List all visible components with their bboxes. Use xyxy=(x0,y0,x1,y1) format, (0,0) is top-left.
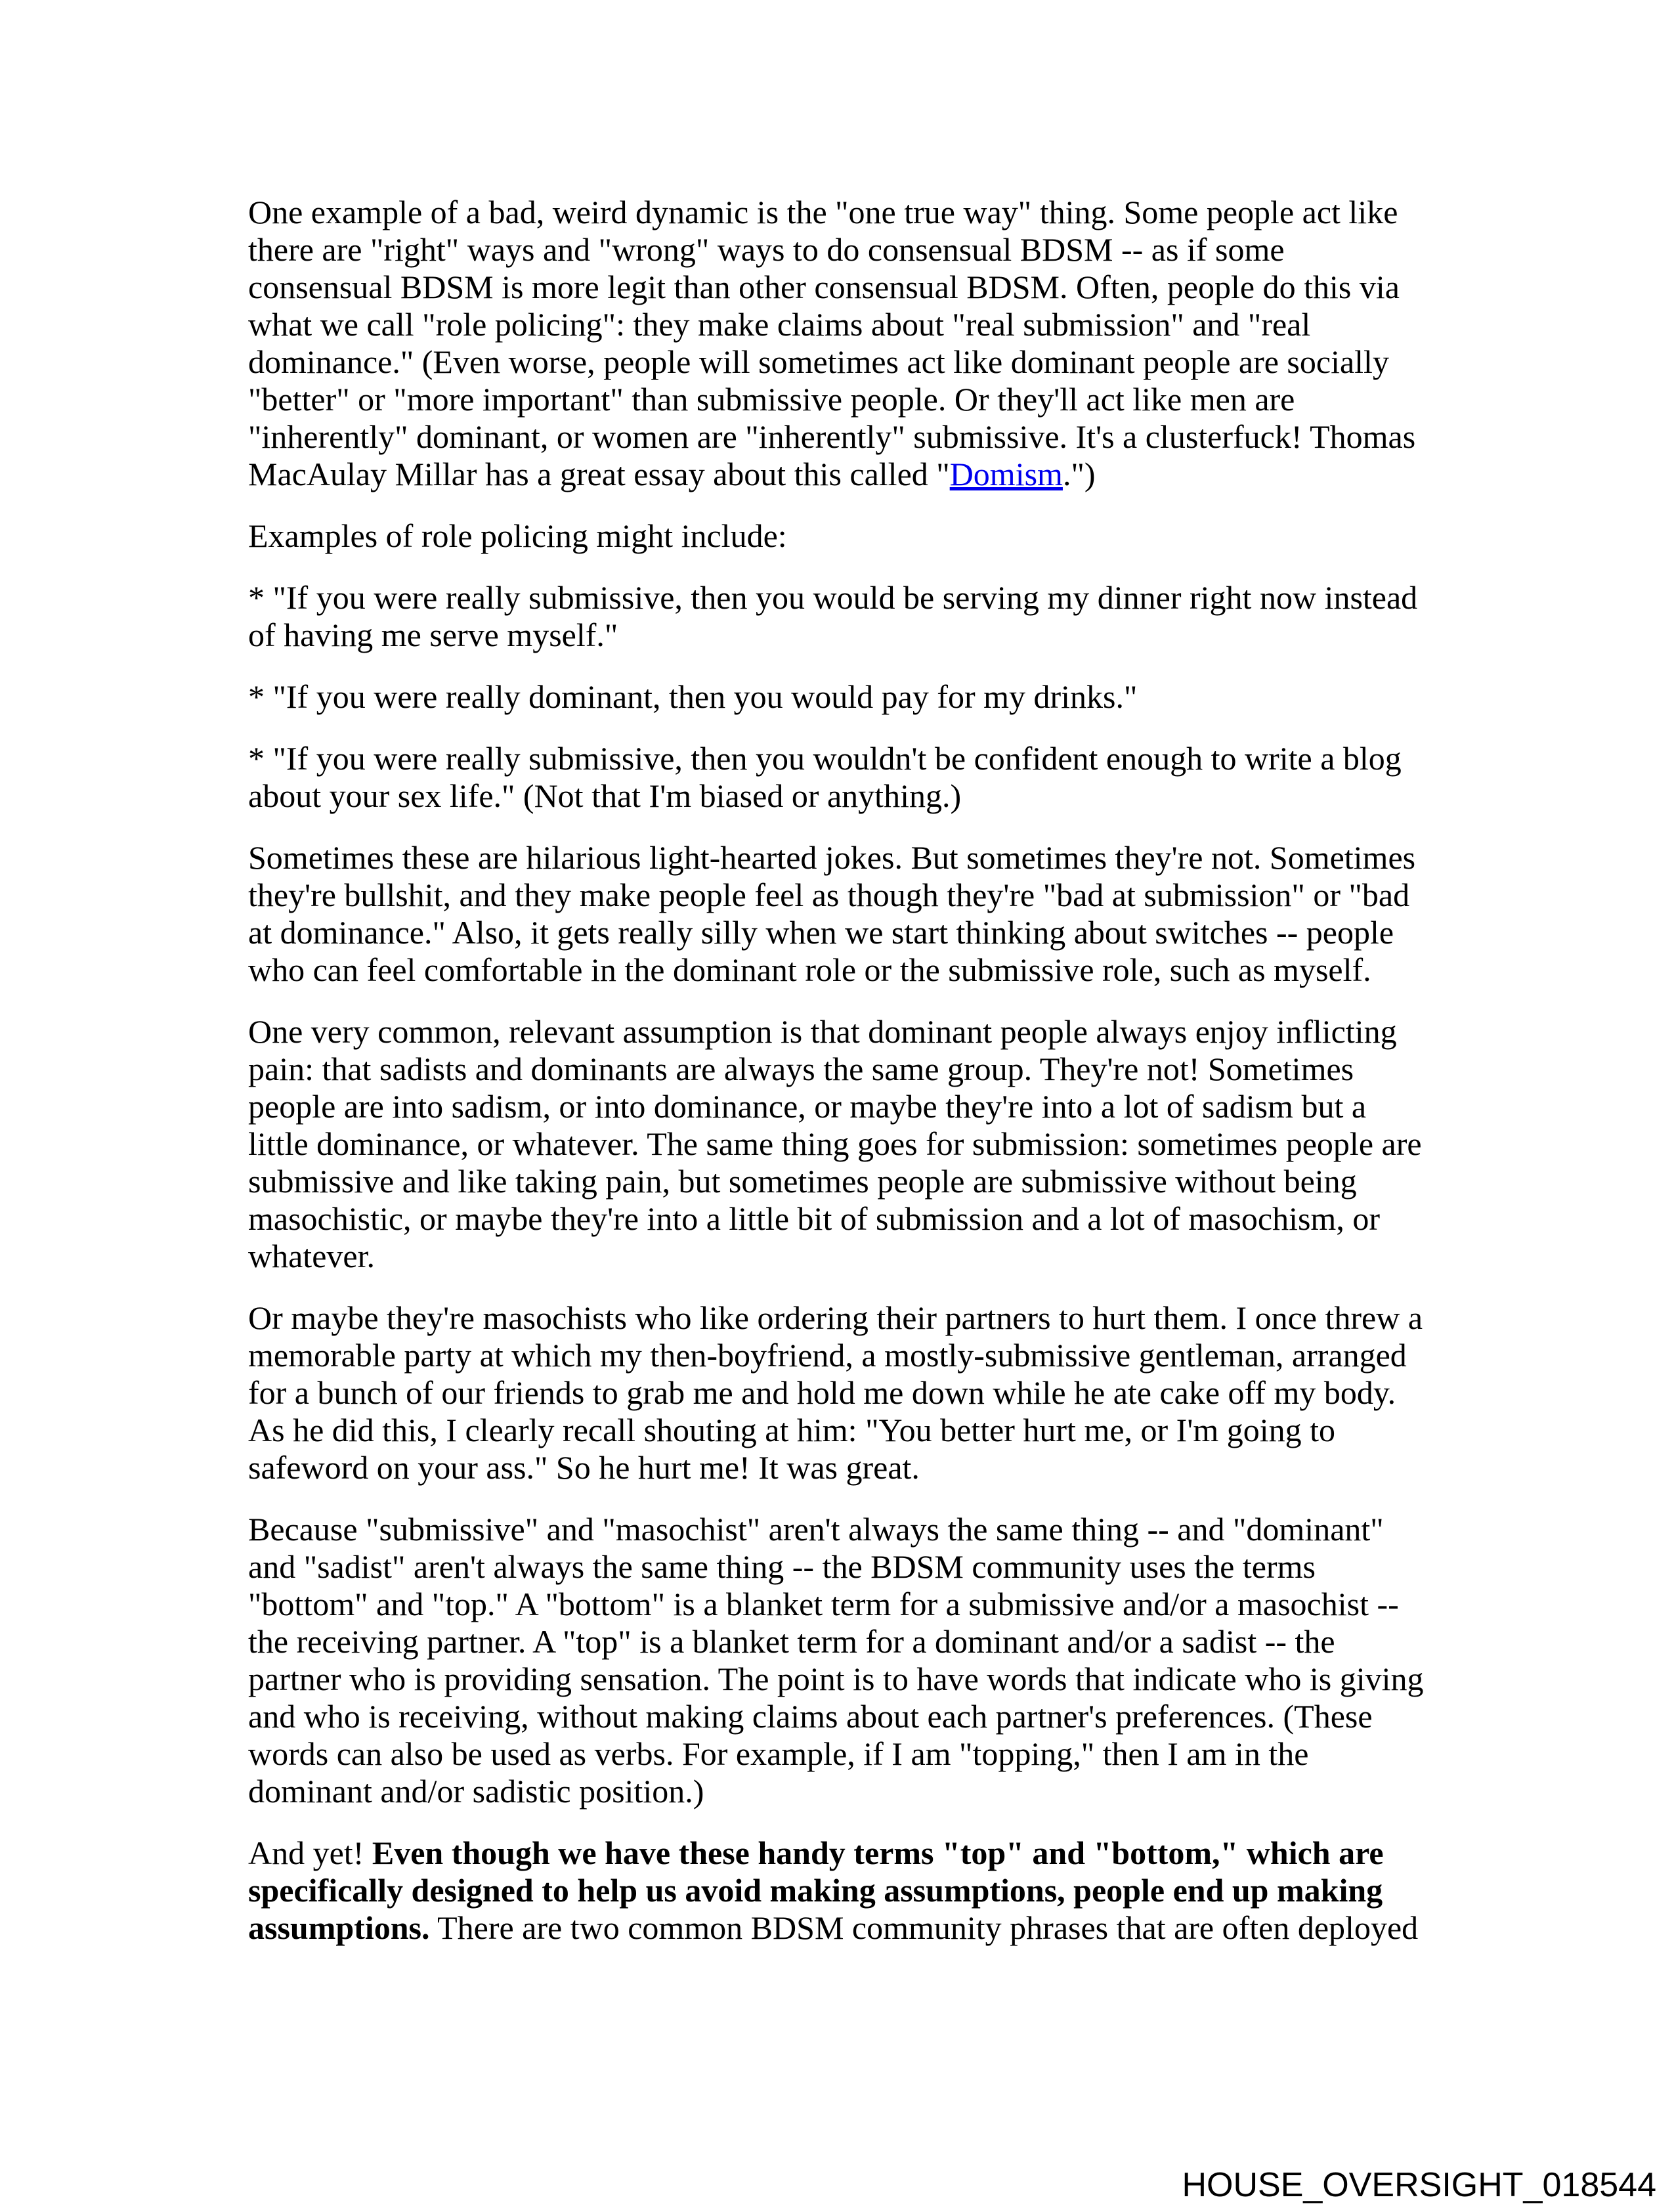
text-run: * "If you were really submissive, then you wouldn't be confident enough to write a blog xyxy=(248,740,1402,777)
text-run: As he did this, I clearly recall shouting at him: "You better hurt me, or I'm going to xyxy=(248,1412,1336,1448)
text-run: * "If you were really dominant, then you would pay for my drinks." xyxy=(248,678,1138,715)
text-run: .") xyxy=(1062,456,1096,492)
text-run: and "sadist" aren't always the same thing -- the BDSM community uses the terms xyxy=(248,1548,1316,1585)
text-run: MacAulay Millar has a great essay about this called " xyxy=(248,456,950,492)
text-run: One example of a bad, weird dynamic is the "one true way" thing. Some people act like xyxy=(248,194,1398,230)
document-body xyxy=(248,194,1430,1971)
text-run: what we call "role policing": they make claims about "real submission" and "real xyxy=(248,306,1311,343)
text-run: they're bullshit, and they make people feel as though they're "bad at submission" or "bad xyxy=(248,877,1410,913)
paragraph-9 xyxy=(248,1511,1430,1810)
text-run: * "If you were really submissive, then you would be serving my dinner right now instead xyxy=(248,579,1418,616)
text-run: Or maybe they're masochists who like ordering their partners to hurt them. I once threw a xyxy=(248,1299,1423,1336)
text-run: little dominance, or whatever. The same thing goes for submission: sometimes people are xyxy=(248,1125,1422,1162)
text-run: submissive and like taking pain, but sometimes people are submissive without being xyxy=(248,1163,1357,1200)
paragraph-2 xyxy=(248,517,1430,555)
paragraph-3 xyxy=(248,579,1430,654)
text-run: dominant and/or sadistic position.) xyxy=(248,1773,704,1810)
text-run: partner who is providing sensation. The point is to have words that indicate who is giving xyxy=(248,1660,1424,1697)
domism-link[interactable]: Domism xyxy=(949,456,1063,492)
text-run: whatever. xyxy=(248,1238,375,1274)
text-run: people are into sadism, or into dominance, or maybe they're into a lot of sadism but a xyxy=(248,1088,1367,1125)
text-run: Because "submissive" and "masochist" aren't always the same thing -- and "dominant" xyxy=(248,1511,1384,1548)
text-run: "inherently" dominant, or women are "inherently" submissive. It's a clusterfuck! Thomas xyxy=(248,418,1416,455)
text-run: Sometimes these are hilarious light-hearted jokes. But sometimes they're not. Sometimes xyxy=(248,839,1416,876)
text-run: masochistic, or maybe they're into a little bit of submission and a lot of masochism, or xyxy=(248,1200,1380,1237)
paragraph-4 xyxy=(248,678,1430,716)
text-run: words can also be used as verbs. For example, if I am "topping," then I am in the xyxy=(248,1735,1309,1772)
bold-text-run: assumptions. xyxy=(248,1909,430,1946)
paragraph-6 xyxy=(248,839,1430,989)
bates-number: HOUSE_OVERSIGHT_018544 xyxy=(1182,2166,1656,2204)
text-run: consensual BDSM is more legit than other consensual BDSM. Often, people do this via xyxy=(248,269,1400,305)
text-run: "bottom" and "top." A "bottom" is a blanket term for a submissive and/or a masochist -- xyxy=(248,1586,1399,1622)
text-run: who can feel comfortable in the dominant role or the submissive role, such as myself. xyxy=(248,951,1371,988)
text-run: memorable party at which my then-boyfriend, a mostly-submissive gentleman, arranged xyxy=(248,1337,1407,1374)
text-run: and who is receiving, without making claims about each partner's preferences. (These xyxy=(248,1698,1373,1735)
text-run: pain: that sadists and dominants are always the same group. They're not! Sometimes xyxy=(248,1051,1354,1087)
text-run: safeword on your ass." So he hurt me! It was great. xyxy=(248,1449,920,1486)
bold-text-run: specifically designed to help us avoid making assumptions, people end up making xyxy=(248,1872,1383,1909)
text-run: And yet! xyxy=(248,1834,372,1871)
text-run: about your sex life." (Not that I'm biased or anything.) xyxy=(248,777,962,814)
text-run: dominance." (Even worse, people will sometimes act like dominant people are socially xyxy=(248,343,1389,380)
text-run: There are two common BDSM community phrases that are often deployed xyxy=(429,1909,1419,1946)
text-run: for a bunch of our friends to grab me and hold me down while he ate cake off my body. xyxy=(248,1374,1396,1411)
text-run: One very common, relevant assumption is that dominant people always enjoy inflicting xyxy=(248,1013,1397,1050)
paragraph-1 xyxy=(248,194,1430,493)
paragraph-8 xyxy=(248,1299,1430,1486)
text-run: there are "right" ways and "wrong" ways to do consensual BDSM -- as if some xyxy=(248,231,1285,268)
paragraph-5 xyxy=(248,740,1430,815)
text-run: "better" or "more important" than submissive people. Or they'll act like men are xyxy=(248,381,1295,418)
paragraph-7 xyxy=(248,1013,1430,1275)
paragraph-10 xyxy=(248,1834,1430,1947)
text-run: at dominance." Also, it gets really silly when we start thinking about switches -- people xyxy=(248,914,1394,951)
bold-text-run: Even though we have these handy terms "top" and "bottom," which are xyxy=(372,1834,1384,1871)
text-run: the receiving partner. A "top" is a blanket term for a dominant and/or a sadist -- the xyxy=(248,1623,1335,1660)
text-run: of having me serve myself." xyxy=(248,617,618,653)
text-run: Examples of role policing might include: xyxy=(248,517,787,554)
